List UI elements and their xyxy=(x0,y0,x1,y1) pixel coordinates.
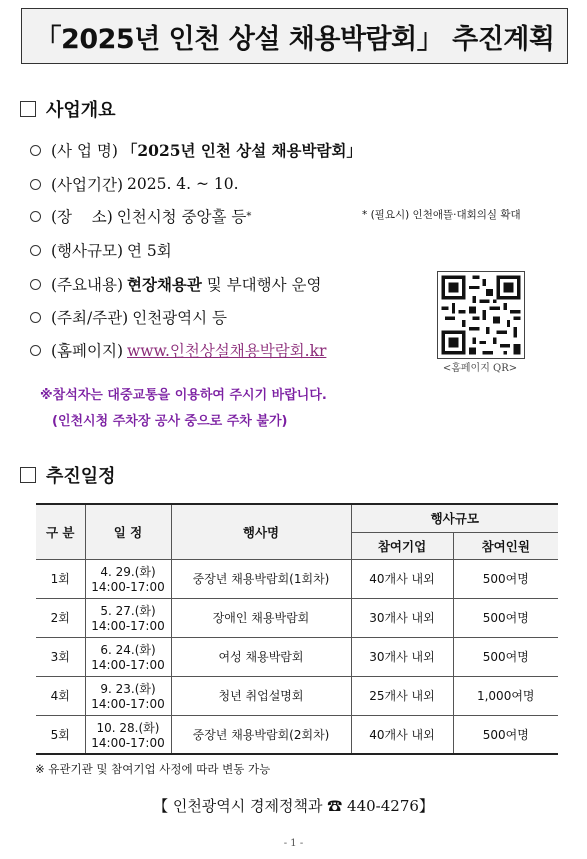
table-row: 1회 4. 29.(화) 14:00-17:00 중장년 채용박람회(1회차) 40개사 내외 500여명 xyxy=(36,559,558,598)
overview-item-period: (사업기간) 2025. 4. ~ 10. xyxy=(30,173,239,195)
header-event-name: 행사명 xyxy=(171,504,351,559)
section-square-icon xyxy=(20,101,36,117)
circle-bullet-icon xyxy=(30,312,41,323)
table-row: 4회 9. 23.(화) 14:00-17:00 청년 취업설명회 25개사 내외 1,000여명 xyxy=(36,676,558,715)
schedule-table xyxy=(36,503,558,755)
section-schedule-heading: 추진일정 xyxy=(20,462,116,488)
circle-bullet-icon xyxy=(30,345,41,356)
section-overview-heading: 사업개요 xyxy=(20,96,116,122)
circle-bullet-icon xyxy=(30,145,41,156)
contact-line: 【 인천광역시 경제정책과 ☎ 440-4276】 xyxy=(153,797,434,815)
qr-code-icon[interactable] xyxy=(437,271,525,359)
overview-item-name: (사 업 명) 「2025년 인천 상설 채용박람회」 xyxy=(30,139,362,161)
place-note: * (필요시) 인천애뜰·대회의실 확대 xyxy=(362,209,521,221)
notice-parking: (인천시청 주차장 공사 중으로 주차 불가) xyxy=(52,414,288,429)
schedule-note: ※ 유관기관 및 참여기업 사정에 따라 변동 가능 xyxy=(35,762,271,776)
overview-item-place: (장 소) 인천시청 중앙홀 등 * xyxy=(30,205,251,227)
title-box xyxy=(21,8,568,64)
table-row: 3회 6. 24.(화) 14:00-17:00 여성 채용박람회 30개사 내외 500여명 xyxy=(36,637,558,676)
header-division: 구 분 xyxy=(36,504,85,559)
circle-bullet-icon xyxy=(30,245,41,256)
header-event-scale: 행사규모 xyxy=(351,504,558,532)
header-companies: 참여기업 xyxy=(351,532,453,559)
overview-item-content: (주요내용) 현장채용관 및 부대행사 운영 xyxy=(30,273,321,295)
page-number: - 1 - xyxy=(283,838,304,849)
header-date: 일 정 xyxy=(85,504,171,559)
header-participants: 참여인원 xyxy=(453,532,558,559)
overview-item-host: (주최/주관) 인천광역시 등 xyxy=(30,306,227,328)
document-title: 「2025년 인천 상설 채용박람회」 추진계획 xyxy=(34,23,555,55)
circle-bullet-icon xyxy=(30,211,41,222)
circle-bullet-icon xyxy=(30,279,41,290)
table-row: 5회 10. 28.(화) 14:00-17:00 중장년 채용박람회(2회차) 40개사 내외 500여명 xyxy=(36,715,558,754)
qr-caption: <홈페이지 QR> xyxy=(442,363,518,374)
section-square-icon xyxy=(20,467,36,483)
table-row: 2회 5. 27.(화) 14:00-17:00 장애인 채용박람회 30개사 내외 500여명 xyxy=(36,598,558,637)
circle-bullet-icon xyxy=(30,179,41,190)
notice-transport: ※참석자는 대중교통을 이용하여 주시기 바랍니다. xyxy=(40,388,327,403)
overview-item-scale: (행사규모) 연 5회 xyxy=(30,239,172,261)
homepage-link[interactable]: www.인천상설채용박람회.kr xyxy=(127,342,327,360)
overview-item-homepage: (홈페이지) www.인천상설채용박람회.kr xyxy=(30,339,326,361)
